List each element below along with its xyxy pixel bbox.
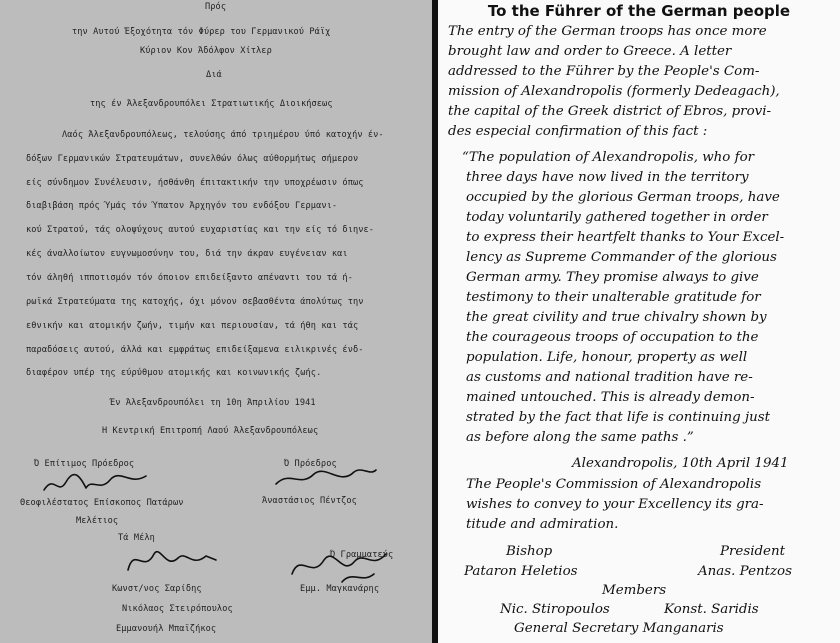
body-line: ρωϊκά Στρατεύματα της κατοχής, όχι μόνον σεβασθέντα άπολύτως την	[26, 297, 364, 307]
body-line: εθνικήν και ατομικήν ζωήν, τιμήν και περιουσίαν, τά ήθη και τάς	[26, 321, 359, 331]
english-translation	[438, 0, 840, 643]
header-line: Διά	[206, 70, 222, 80]
dateline: Alexandropolis, 10th April 1941	[572, 456, 789, 471]
body-line: είς σύνδημον Συνέλευσιν, ήσθάνθη έπιτακτικήν την υποχρέωσιν όπως	[26, 178, 364, 188]
sig-name-member2: Νικόλαος Στειρόπουλος	[122, 604, 233, 614]
handwritten-signature-member	[120, 540, 220, 580]
handwritten-signature-secretary	[282, 540, 392, 588]
dateline: Έν Άλεξανδρουπόλει τη 10η Άπριλίου 1941	[110, 398, 316, 408]
closing-line: titude and admiration.	[466, 517, 619, 532]
quote-line: strated by the fact that life is continuing just	[466, 410, 771, 425]
quote-line: the great civility and true chivalry shown by	[466, 310, 767, 325]
header-line: της έν Άλεξανδρουπόλει Στρατιωτικής Διοικήσεως	[90, 99, 333, 109]
quote-line: as customs and national tradition have re-	[466, 370, 753, 385]
quote-line: testimony to their unalterable gratitude for	[466, 290, 761, 305]
sig-name-bishop: Θεοφιλέστατος Επίσκοπος Πατάρων	[20, 498, 184, 508]
sig-name-secretary: Εμμ. Μαγκανάρης	[300, 584, 380, 594]
sig-name-president: Άναστάσιος Πέντζος	[262, 496, 357, 506]
intro-line: addressed to the Führer by the People's Com-	[448, 64, 760, 79]
body-line: κού Στρατού, τάς ολοψύχους αυτού ευχαριστίας και την είς τό διηνε-	[26, 225, 375, 235]
sig-label-secretary: Ό Γραμματεύς	[330, 550, 394, 560]
quote-line: lency as Supreme Commander of the glorious	[466, 250, 777, 265]
committee-line: Η Κεντρική Επιτροπή Λαού Άλεξανδρουπόλεως	[102, 426, 319, 436]
sig-secretary: General Secretary Manganaris	[514, 621, 724, 636]
body-line: δόξων Γερμανικών Στρατευμάτων, συνελθών όλως αύθορμήτως σήμερον	[26, 154, 359, 164]
body-line: κές άναλλοίωτον ευγνωμοσύνην του, διά την άκραν ευγένειαν και	[26, 249, 348, 259]
body-line: διαφέρον υπέρ της εύρύθμου ατομικής και κοινωνικής ζωής.	[26, 368, 322, 378]
quote-line: mained untouched. This is already demon-	[466, 390, 755, 405]
quote-line: three days have now lived in the territory	[466, 170, 749, 185]
quote-line: population. Life, honour, property as well	[466, 350, 748, 365]
page-title: To the Führer of the German people	[487, 2, 791, 20]
sig-label-honorary-president: Ό Επίτιμος Πρόεδρος	[34, 459, 135, 469]
intro-line: The entry of the German troops has once more	[448, 24, 767, 39]
closing-line: wishes to convey to your Excellency its gra-	[466, 497, 764, 512]
sig-label-members: Τά Μέλη	[118, 533, 155, 543]
body-line: παραδόσεις αυτού, άλλά και εμφράτως επιδείξαμενα ειλικρινές ένδ-	[26, 345, 364, 355]
quote-line: the courageous troops of occupation to the	[466, 330, 759, 345]
intro-line: brought law and order to Greece. A letter	[448, 44, 732, 59]
intro-line: mission of Alexandropolis (formerly Dedeagach),	[448, 84, 780, 99]
quote-line: as before along the same paths .”	[466, 430, 694, 445]
quote-line: occupied by the glorious German troops, have	[466, 190, 780, 205]
sig-bishop-name: Pataron Heletios	[464, 564, 578, 579]
handwritten-signature-president	[270, 462, 380, 492]
header-line: Πρός	[205, 2, 227, 12]
header-line: την Αυτού Έξοχότητα τόν Φύρερ του Γερμανικού Ράϊχ	[72, 27, 331, 37]
closing-line: The People's Commission of Alexandropolis	[466, 477, 762, 492]
sig-president-label: President	[720, 544, 785, 559]
handwritten-signature-bishop	[40, 470, 150, 498]
sig-president-name: Anas. Pentzos	[698, 564, 792, 579]
quote-line: today voluntarily gathered together in order	[466, 210, 768, 225]
intro-line: des especial confirmation of this fact :	[448, 124, 708, 139]
sig-member2: Konst. Saridis	[664, 602, 759, 617]
sig-members-label: Members	[602, 583, 667, 598]
quote-line: German army. They promise always to give	[466, 270, 759, 285]
header-line: Κύριον Κον Άδόλφον Χίτλερ	[140, 46, 272, 56]
body-line: διαβιβάση πρός Ύμάς τόν Ύπατον Άρχηγόν του ενδόξου Γερμανι-	[26, 201, 338, 211]
intro-line: the capital of the Greek district of Ebros, provi-	[448, 104, 772, 119]
sig-name-member3: Εμμανουήλ Μπαϊζήκος	[116, 624, 217, 634]
body-line: Λαός Άλεξανδρουπόλεως, τελούσης άπό τριημέρου ύπό κατοχήν έν-	[62, 130, 384, 140]
sig-name-member1: Κωνστ/νος Σαρίδης	[112, 584, 202, 594]
sig-label-president: Ό Πρόεδρος	[284, 459, 337, 469]
sig-member1: Nic. Stiropoulos	[500, 602, 610, 617]
sig-bishop-label: Bishop	[506, 544, 553, 559]
sig-name-bishop-2: Μελέτιος	[76, 516, 119, 526]
quote-line: to express their heartfelt thanks to Your Excel-	[466, 230, 785, 245]
body-line: τόν άληθή ιπποτισμόν τόν όποιον επιδείξαντο απέναντι του τά ή-	[26, 273, 353, 283]
quote-line: “The population of Alexandropolis, who for	[462, 150, 755, 165]
